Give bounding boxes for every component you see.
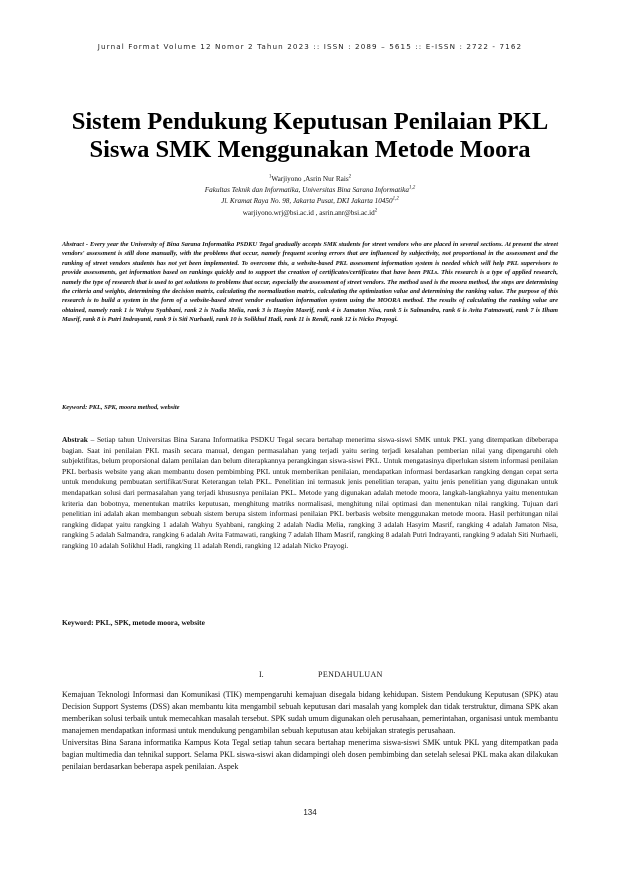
section-label: PENDAHULUAN (318, 670, 383, 679)
abstract-indonesian (62, 435, 558, 552)
title-line-2: Siswa SMK Menggunakan Metode Moora (89, 136, 531, 163)
abstract-lead: Abstrak (62, 435, 88, 444)
body-paragraph-2: Universitas Bina Sarana informatika Kampus Kota Tegal setiap tahun secara bertahap menerima siswa-siswi SMK untuk PKL yang ditempatkan pada bagian multimedia dan tehnikal support. Selama PKL siswa-siswi akan didampingi oleh dosen pembimbing dan setelah selesai PKL maka akan dilakukan penilaian berdasarkan beberapa aspek penilaian. Aspek (62, 738, 558, 771)
journal-header: Jurnal Format Volume 12 Nomor 2 Tahun 2023 :: ISSN : 2089 – 5615 :: E-ISSN : 2722 - 7162 (97, 42, 523, 51)
body-text (62, 689, 558, 773)
section-number: I. (259, 670, 264, 679)
body-paragraph-1: Kemajuan Teknologi Informasi dan Komunikasi (TIK) mempengaruhi kemajuan disegala bidang kehidupan. Sistem Pendukung Keputusan (SPK) atau Decision Support Systems (DSS) akan membantu kita mengambil sebuah keputusan dari masalah yang komplek dan tidak terstruktur, dimana SPK akan memberikan solusi terbaik untuk memecahkan masalah tersebut. SPK sudah umum digunakan oleh perusahaan, pemerintahan, organisasi untuk membantu manajemen mendapatkan informasi untuk mendukung pengambilan sebuah keputusan atau kebijakan strategis perusahaan. (62, 690, 558, 735)
abstract-indonesian-text: – Setiap tahun Universitas Bina Sarana Informatika PSDKU Tegal secara bertahap menerima siswa-siswi SMK untuk PKL yang ditempatkan dibeberapa bagian. Saat ini penilaian PKL masih secara manual, dengan permasalahan yang terjadi yaitu sering terjadi kesalahan pemberian nilai yang dipengaruhi oleh subjektifitas, belum proporsional dalam penilaian dan belum diterapkannya perangkingan siswa-siswi PKL. Untuk mengatasinya diperlukan sistem informasi penilaian PKL berbasis website yang akan membantu dosen pembimbing PKL untuk memberikan penilaian, mendapatkan informasi berdasarkan rangking dengan cepat serta untuk mendukung pembuatan sertifikat/Surat Keterangan telah PKL. Penelitian ini termasuk jenis penelitian terapan, yaitu jenis penelitian yang digunakan untuk mendapatkan solusi dari permasalahan yang terjadi khususnya penilaian PKL. Metode yang digunakan adalah metode moora, langkah-langkahnya yaitu menentukan kriteria dan bobotnya, menentukan matriks keputusan, menghitung matriks normalisasi, menghitung nilai optimasi dan menentukan nilai rangking. Tujuan dari penelitian ini adalah akan membangun sebuah sistem berupa sistem informasi penilaian PKL berbasis website menggunakan metode moora. Hasil perhitungan nilai rangking didapat yaitu rangking 1 adalah Wahyu Syahbani, rangking 2 adalah Nadia Melia, rangking 3 adalah Hasyim Masrif, rangking 4 adalah Jamaton Nisa, rangking 5 adalah Salmandra, rangking 6 adalah Avita Fatmawati, rangking 7 adalah Ilham Masrif, rangking 8 adalah Putri Indrayanti, rangking 9 adalah Siti Nurhaeli, rangking 10 adalah Solikhul Hadi, rangking 11 adalah Rendi, rangking 12 adalah Nicko Prayogi. (62, 435, 558, 550)
author-names: Warjiyono ,Asrin Nur Rais (271, 175, 349, 183)
author-block: $^1$Warjiyono ,Asrin Nur Rais$^2$ Fakultas Teknik dan Informatika, Universitas Bina Sarana Informatika$^{1,2}$ Jl. Kramat Raya No. 98, Jakarta Pusat, DKI Jakarta 10450$^{1,2}$ warjiyono.wrj@bsi.ac.id , $asrin.anr@bsi.ac.id^2$ (204, 174, 416, 217)
keywords-english: Keyword: PKL, SPK, moora method, website (62, 404, 180, 411)
abstract-english: Abstract - Every year the University of Bina Sarana Informatika PSDKU Tegal gradually accepts SMK students for street vendors who are placed in several sections. At present the street vendors' assessment is still done manually, with the problems that occur, namely frequent scoring errors that are influenced by subjectivity, not proportional in the assessment and the ranking of street vendors students has not yet been implemented. To overcome this, a website-based PKL assessment information system is needed which will help PKL supervisors to provide assessments, get information based on rankings quickly and to support the creation of certificates/certificates that have been PKLs. This research is a type of applied research, namely the type of research that is used to get solutions to problems that occur, especially the assessment of street vendors. The method used is the moora method, the steps are determining the criteria and weights, determining the decision matrix, calculating the normalization matrix, calculating the optimization value and determining the ranking value. The purpose of this research is to build a system in the form of a website-based street vendor evaluation information system using the MOORA method. The results of calculating the ranking value are obtained, namely rank 1 is Wahyu Syahbani, rank 2 is Nadia Melia, rank 3 is Hasyim Masrif, rank 4 is Jamaton Nisa, rank 5 is Salmandra, rank 6 is Avita Fatmawati, rank 7 is Ilham Masrif, rank 8 is Putri Indrayanti, rank 9 is Siti Nurhaeli, rank 10 is Solikhul Hadi, rank 11 is Rendi, rank 12 is Nicko Prayogi. (62, 241, 558, 324)
keywords-indonesian: Keyword: PKL, SPK, metode moora, website (62, 618, 205, 627)
address: Jl. Kramat Raya No. 98, Jakarta Pusat, DKI Jakarta 10450 (221, 197, 393, 206)
author-emails[interactable]: warjiyono.wrj@bsi.ac.id , asrin.anr@bsi.ac.id (242, 208, 375, 217)
paper-title (40, 108, 580, 164)
title-line-1: Sistem Pendukung Keputusan Penilaian PKL (71, 108, 549, 135)
page-number: 134 (303, 808, 317, 817)
affiliation: Fakultas Teknik dan Informatika, Universitas Bina Sarana Informatika (204, 186, 409, 195)
